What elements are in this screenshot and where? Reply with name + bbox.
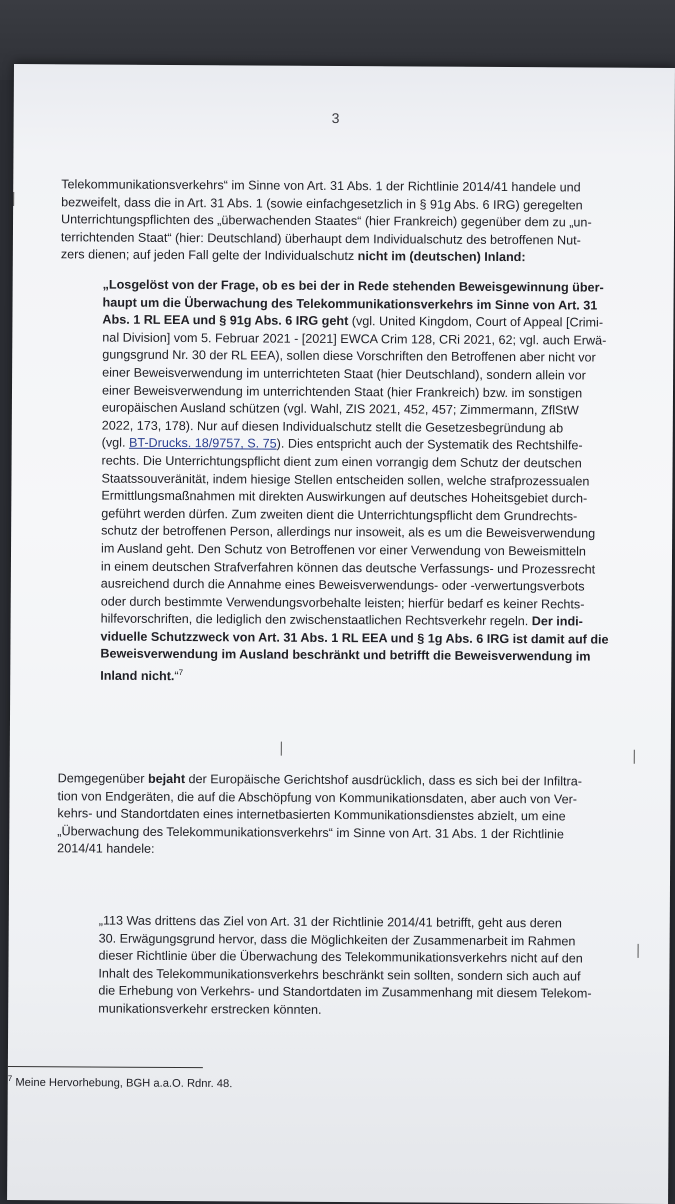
intro-paragraph [61,176,622,267]
text-line: kehrs- und Standortdaten eines internetbasierten Kommunikationsdienstes abzielt, um eine [57,806,566,824]
text-line: europäischen Ausland schützen (vgl. Wahl, ZIS 2021, 452, 457; Zimmermann, ZflStW [101,400,579,418]
text-line [61,247,621,268]
bold-emphasis: Abs. 1 RL EEA und § 91g Abs. 6 IRG geht [102,312,349,329]
text-line: in einem deutschen Strafverfahren können das deutsche Verfassungs- und Prozessrecht [100,559,596,577]
footnote-separator [8,1066,203,1068]
ecj-paragraph [57,770,618,861]
text-line: die Erhebung von Verkehrs- und Standortdaten im Zusammenhang mit diesem Telekom- [98,983,592,1001]
margin-mark [13,192,14,206]
text-line: bezweifelt, dass die in Art. 31 Abs. 1 (sowie einfachgesetzlich in § 91g Abs. 6 IRG) geregelten [61,194,583,213]
text-run: Demgegenüber [57,771,149,786]
bt-drucks-link[interactable]: BT-Drucks. 18/9757, S. 75 [128,436,277,451]
margin-mark [638,944,639,958]
text-run: zers dienen; auf jeden Fall gelte der Individualschutz [60,247,355,264]
margin-mark [634,750,635,764]
text-run: der Europäische Gerichtshof ausdrücklich, dass es sich bei der Infiltra- [185,772,582,789]
footnote-number: 7 [7,1073,13,1084]
document-page [7,64,675,1204]
text-line: gungsgrund Nr. 30 der RL EEA), sollen diese Vorschriften den Betroffenen aber nicht vor [102,347,596,365]
text-line: „113 Was drittens das Ziel von Art. 31 der Richtlinie 2014/41 betrifft, geht aus deren [98,913,563,931]
bold-emphasis: Der indi- [531,614,583,629]
text-line: schutz der betroffenen Person, allerdings nur insoweit, als es um die Beweisverwendung [101,523,596,541]
bold-emphasis: haupt um die Überwachung des Telekommunikationsverkehrs im Sinne von Art. 31 [102,295,598,313]
bold-emphasis: viduelle Schutzzweck von Art. 31 Abs. 1 RL EEA und § 1g Abs. 6 IRG ist damit auf die [100,629,609,647]
text-line: im Ausland geht. Den Schutz von Betroffenen vor einer Verwendung von Beweismitteln [100,541,586,559]
text-line: 2022, 173, 178). Nur auf diesen Individualschutz stellt die Gesetzesbegründung ab [101,418,564,436]
block-quote-bgh [100,277,622,689]
text-line: tion von Endgeräten, die auf die Abschöpfung von Kommunikationsdaten, aber auch von Ver- [57,788,578,807]
text-line: Unterrichtungspflichten des „überwachenden Staates“ (hier Frankreich) gegenüber dem zu „un- [61,212,592,230]
text-line: rechts. Die Unterrichtungspflicht dient zum einen vorrangig dem Schutz der deutschen [101,453,582,471]
text-line: oder durch bestimmte Verwendungsvorbehalte leisten; hierfür bedarf es keiner Rechts- [100,594,585,612]
text-line: ausreichend durch die Annahme eines Beweisverwendungs- oder -verwertungsverbots [100,576,585,594]
text-run: hilfevorschriften, die lediglich den zwischenstaatlichen Rechtsverkehr regeln. [100,611,532,629]
text-line: nal Division] vom 5. Februar 2021 - [2021] EWCA Crim 128, CRi 2021, 62; vgl. auch Erwä- [102,330,607,348]
text-line: 30. Erwägungsgrund hervor, dass die Möglichkeiten der Zusammenarbeit im Rahmen [98,931,576,949]
text-line: geführt werden dürfen. Zum zweiten dient die Unterrichtungspflicht dem Grundrechts- [101,506,578,524]
text-line: Telekommunikationsverkehrs“ im Sinne von Art. 31 Abs. 1 der Richtlinie 2014/41 handele und [61,177,581,195]
text-run: ). Dies entspricht auch der Systematik des Rechtshilfe- [276,436,583,453]
text-line: munikationsverkehr erstrecken könnten. [98,1001,322,1017]
footnote-text: Meine Hervorhebung, BGH a.a.O. Rdnr. 48. [12,1076,233,1091]
page-number: 3 [331,109,340,126]
text-line: Staatssouveränität, indem hiesige Stellen entscheiden sollen, welche strafprozessualen [101,471,590,489]
margin-mark [281,742,282,756]
text-line: Inhalt des Telekommunikationsverkehrs beschränkt sein sollten, sondern sich auch auf [98,966,581,984]
text-line [100,664,620,689]
bold-emphasis: Inland nicht. [100,668,175,684]
text-run: “ [174,669,179,684]
text-run: (vgl. United Kingdom, Court of Appeal [Crimi- [348,314,604,330]
bold-emphasis: bejaht [147,771,186,787]
bold-emphasis: nicht im (deutschen) Inland: [357,249,526,265]
text-line: 2014/41 handele: [57,841,155,857]
text-line: „Überwachung des Telekommunikationsverkehrs“ im Sinne von Art. 31 Abs. 1 der Richtlinie [57,824,564,842]
bold-emphasis: „Losgelöst von der Frage, ob es bei der in Rede stehenden Beweisgewinnung über- [102,277,604,295]
footnote [8,1074,233,1090]
text-line: einer Beweisverwendung im unterrichtenden Staat (hier Frankreich) bzw. im sonstigen [101,383,583,401]
text-line: Ermittlungsmaßnahmen mit direkten Auswirkungen auf deutsches Hoheitsgebiet durch- [101,488,588,506]
text-line: terrichtenden Staat“ (hier: Deutschland) überhaupt dem Individualschutz des betroffenen Nut- [60,230,581,248]
text-line: dieser Richtlinie über die Überwachung des Telekommunikationsverkehrs nicht auf den [98,948,583,966]
bold-emphasis: Beweisverwendung im Ausland beschränkt und betrifft die Beweisverwendung im [100,647,591,665]
text-run: (vgl. [101,435,130,451]
text-line: einer Beweisverwendung im unterrichteten Staat (hier Deutschland), sondern allein vor [102,365,586,383]
block-quote-ecj [98,913,619,1022]
footnote-reference[interactable]: 7 [178,668,184,678]
